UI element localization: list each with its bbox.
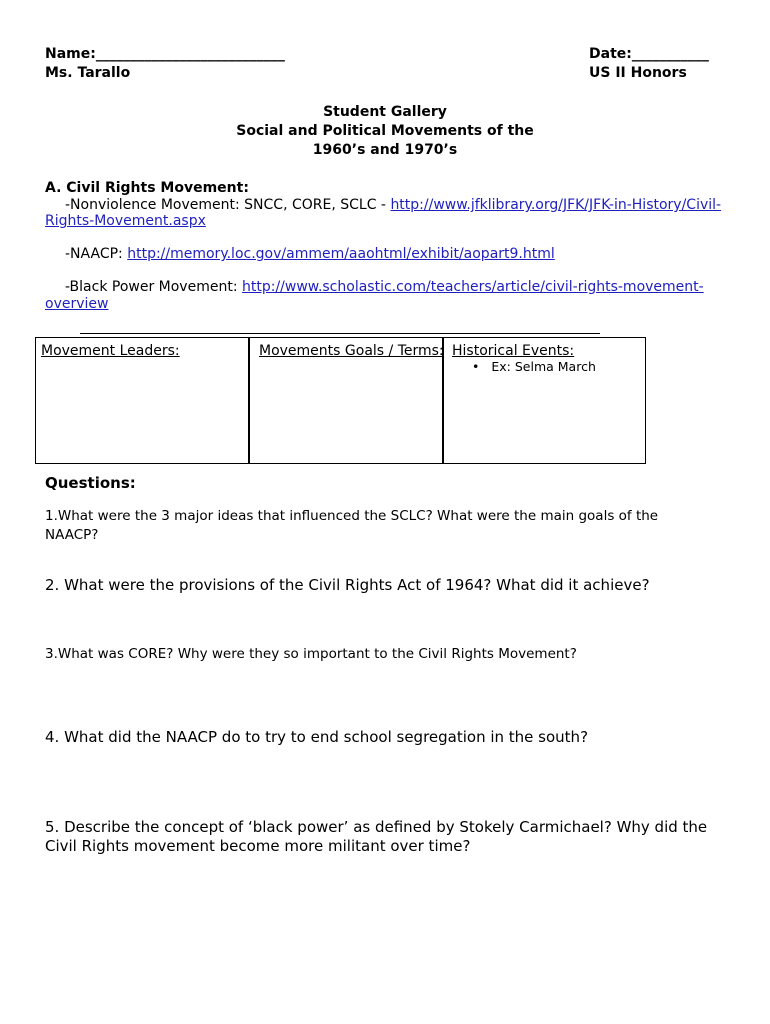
table-cell-leaders[interactable] bbox=[35, 337, 249, 464]
title-line-1: Student Gallery bbox=[323, 104, 447, 120]
title-line-3: 1960’s and 1970’s bbox=[312, 142, 458, 158]
question-3: 3.What was CORE? Why were they so important to the Civil Rights Movement? bbox=[45, 646, 577, 662]
course-name: US II Honors bbox=[589, 65, 687, 81]
question-1-line-1: 1.What were the 3 major ideas that influenced the SCLC? What were the main goals of the bbox=[45, 508, 659, 524]
bullet-icon: • bbox=[472, 359, 480, 374]
question-1-line-2: NAACP? bbox=[45, 527, 99, 543]
title-line-2: Social and Political Movements of the bbox=[236, 123, 534, 139]
question-4: 4. What did the NAACP do to try to end school segregation in the south? bbox=[45, 728, 589, 746]
questions-heading: Questions: bbox=[45, 474, 136, 492]
table-cell-events[interactable] bbox=[442, 337, 646, 464]
question-2: 2. What were the provisions of the Civil Rights Act of 1964? What did it achieve? bbox=[45, 576, 650, 594]
jfk-library-link[interactable]: http://www.jfklibrary.org/JFK/JFK-in-History/Civil- bbox=[390, 197, 722, 213]
nonviolence-line-2 bbox=[45, 213, 206, 229]
table-cell-goals[interactable] bbox=[248, 337, 443, 464]
col-movement-goals: Movements Goals / Terms: bbox=[259, 343, 444, 359]
scholastic-link-continued[interactable]: overview bbox=[45, 296, 109, 312]
date-field-label: Date:___________ bbox=[589, 46, 709, 62]
nonviolence-text: -Nonviolence Movement: SNCC, CORE, SCLC - bbox=[65, 197, 391, 213]
bullet-text: Ex: Selma March bbox=[491, 359, 596, 374]
loc-memory-link[interactable]: http://memory.loc.gov/ammem/aaohtml/exhibit/aopart9.html bbox=[127, 246, 555, 262]
naacp-text: -NAACP: bbox=[65, 246, 128, 262]
bullet-item bbox=[472, 359, 596, 374]
name-field-label: Name:___________________________ bbox=[45, 46, 285, 62]
col-historical-events: Historical Events: bbox=[452, 343, 575, 359]
table-top-rule bbox=[80, 333, 600, 334]
black-power-text: -Black Power Movement: bbox=[65, 279, 242, 295]
scholastic-link[interactable]: http://www.scholastic.com/teachers/article/civil-rights-movement- bbox=[241, 279, 704, 295]
black-power-line bbox=[65, 279, 704, 295]
nonviolence-line bbox=[65, 197, 721, 213]
black-power-line-2 bbox=[45, 296, 108, 312]
question-5-line-2: Civil Rights movement become more militant over time? bbox=[45, 837, 471, 855]
section-a-heading: A. Civil Rights Movement: bbox=[45, 180, 249, 196]
col-movement-leaders: Movement Leaders: bbox=[41, 343, 180, 359]
jfk-library-link-continued[interactable]: Rights-Movement.aspx bbox=[45, 213, 206, 229]
question-5-line-1: 5. Describe the concept of ‘black power’ as defined by Stokely Carmichael? Why did the bbox=[45, 818, 708, 836]
teacher-name: Ms. Tarallo bbox=[45, 65, 131, 81]
naacp-line bbox=[65, 246, 555, 262]
